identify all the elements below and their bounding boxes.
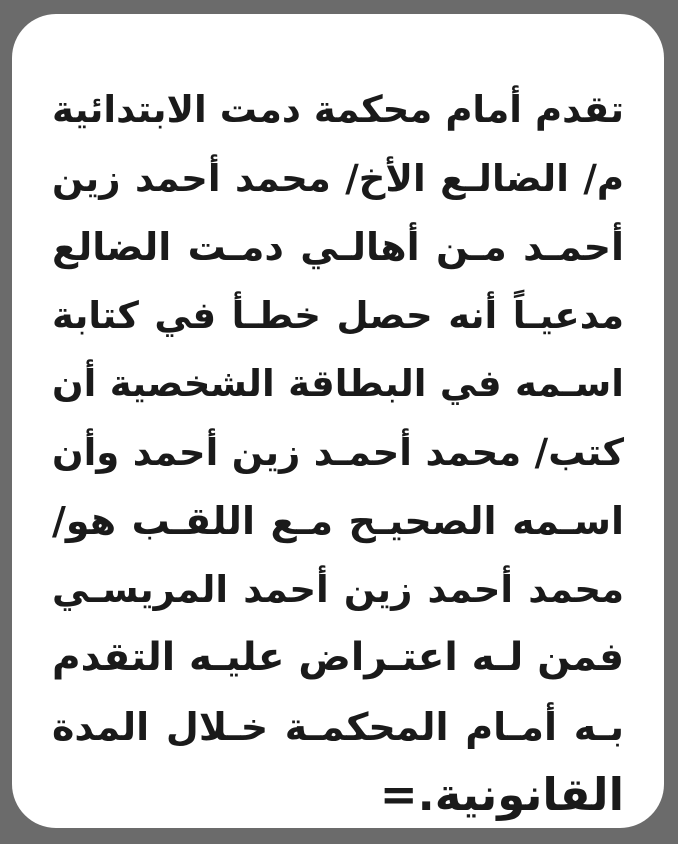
notice-line: محمد أحمد زين أحمد المريسـي	[52, 567, 624, 611]
notice-line: كتب/ محمد أحمـد زين أحمد وأن	[52, 430, 624, 474]
notice-line: تقدم أمام محكمة دمت الابتدائية	[52, 88, 624, 131]
notice-line: اسـمه الصحيـح مـع اللقـب هو/	[52, 499, 624, 543]
notice-line: بـه أمـام المحكمـة خـلال المدة	[52, 704, 624, 749]
notice-line-last: القانونية.=	[379, 768, 624, 821]
notice-line: م/ الضالـع الأخ/ محمد أحمد زين	[52, 156, 624, 200]
notice-line: فمن لـه اعتـراض عليـه التقدم	[52, 635, 624, 680]
notice-line: اسـمه في البطاقة الشخصية أن	[52, 362, 624, 405]
notice-line: مدعيـاً أنه حصل خطـأ في كتابة	[52, 293, 624, 337]
notice-line: أحمـد مـن أهالـي دمـت الضالع	[52, 225, 624, 269]
legal-notice-card	[12, 14, 664, 828]
